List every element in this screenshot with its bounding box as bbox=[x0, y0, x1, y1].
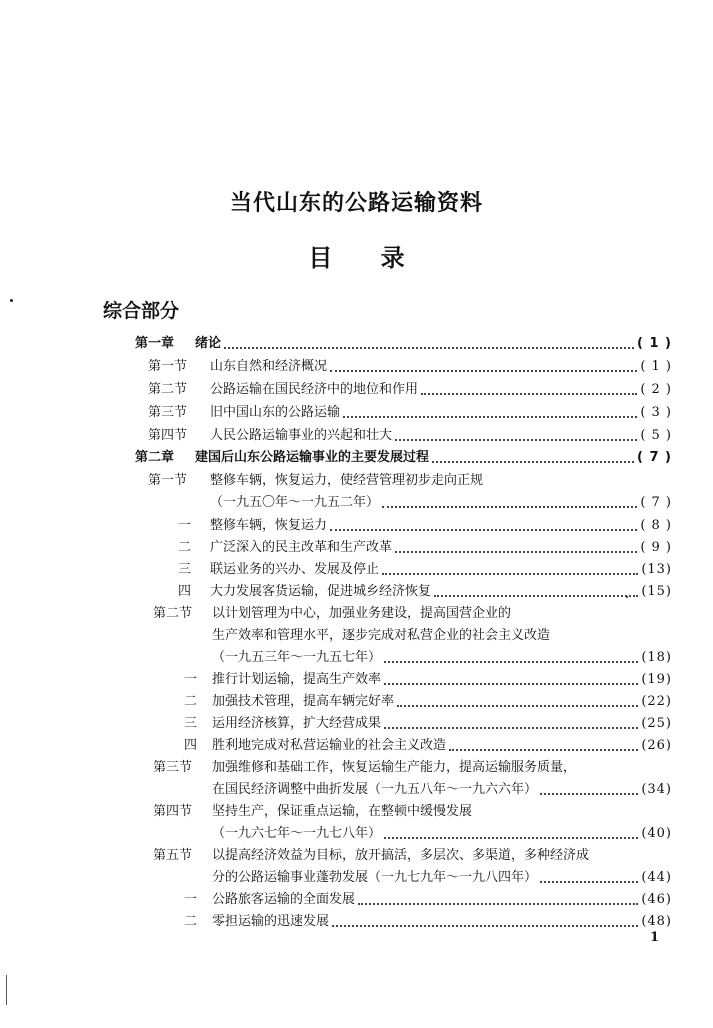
toc-entry-page: (22) bbox=[641, 694, 672, 709]
dot-leader bbox=[330, 529, 637, 531]
toc-entry-title: 旧中国山东的公路运输 bbox=[210, 405, 341, 420]
toc-entry-title: 加强技术管理，提高车辆完好率 bbox=[212, 694, 395, 709]
toc-entry bbox=[0, 625, 713, 647]
toc-entry bbox=[0, 333, 713, 355]
toc-entry-number: 四 bbox=[178, 584, 192, 599]
toc-entry bbox=[0, 691, 713, 713]
toc-entry bbox=[0, 867, 713, 889]
toc-entry-page: ( 3 ) bbox=[640, 405, 672, 420]
toc-entry-title: （一九五〇年～一九五二年） bbox=[210, 495, 380, 510]
toc-entry-title: 公路运输在国民经济中的地位和作用 bbox=[210, 382, 419, 397]
toc-entry-title: 坚持生产，保证重点运输，在整顿中缓慢发展 bbox=[212, 804, 473, 819]
toc-entry-title: 联运业务的兴办、发展及停止 bbox=[210, 562, 380, 577]
dot-leader bbox=[384, 683, 638, 685]
dot-leader bbox=[382, 506, 637, 508]
toc-entry-title: 广泛深入的民主改革和生产改革 bbox=[210, 540, 393, 555]
toc-entry bbox=[0, 845, 713, 867]
toc-entry bbox=[0, 889, 713, 911]
dot-leader bbox=[224, 347, 634, 349]
toc-entry-title: 在国民经济调整中曲折发展（一九五八年～一九六六年） bbox=[212, 782, 538, 797]
dot-leader bbox=[384, 661, 638, 663]
toc-entry-number: 二 bbox=[184, 694, 198, 709]
toc-entry bbox=[0, 447, 713, 469]
toc-entry-title: 零担运输的迅速发展 bbox=[212, 914, 330, 929]
toc-entry-number: 三 bbox=[178, 562, 192, 577]
toc-entry-number: 第四节 bbox=[148, 428, 188, 443]
toc-entry-page: ( 2 ) bbox=[640, 382, 672, 397]
toc-entry bbox=[0, 470, 713, 492]
toc-entry-number: 第二节 bbox=[148, 382, 188, 397]
toc-entry-title: （一九五三年～一九五七年） bbox=[212, 650, 382, 665]
toc-entry-number: 四 bbox=[184, 738, 198, 753]
toc-entry-page: ( 5 ) bbox=[640, 428, 672, 443]
toc-entry-number: 二 bbox=[184, 914, 198, 929]
dot-leader bbox=[540, 793, 638, 795]
toc-entry-page: (15) bbox=[641, 584, 672, 599]
toc-entry-number: 第一章 bbox=[135, 336, 175, 351]
toc-entry bbox=[0, 757, 713, 779]
toc-entry-page: (40) bbox=[641, 826, 672, 841]
toc-entry-page: (26) bbox=[641, 738, 672, 753]
toc-entry-page: ( 9 ) bbox=[640, 540, 672, 555]
toc-entry-number: 三 bbox=[184, 716, 198, 731]
toc-entry-number: 第二节 bbox=[153, 606, 193, 621]
toc-entry-title: 以计划管理为中心，加强业务建设，提高国营企业的 bbox=[212, 606, 512, 621]
dot-leader bbox=[384, 727, 638, 729]
toc-entry-number: 第一节 bbox=[148, 473, 188, 488]
scan-speck bbox=[10, 299, 13, 302]
toc-entry-title: 分的公路运输事业蓬勃发展（一九七九年～一九八四年） bbox=[212, 870, 538, 885]
toc-entry bbox=[0, 581, 713, 603]
toc-entry bbox=[0, 713, 713, 735]
toc-entry-number: 一 bbox=[184, 672, 198, 687]
toc-entry bbox=[0, 779, 713, 801]
toc-entry-page: (18) bbox=[641, 650, 672, 665]
book-title: 当代山东的公路运输资料 bbox=[229, 190, 483, 216]
toc-entry-number: 第一节 bbox=[148, 359, 188, 374]
dot-leader bbox=[332, 925, 638, 927]
toc-entry-page: ( 8 ) bbox=[640, 518, 672, 533]
toc-entry-number: 第三节 bbox=[148, 405, 188, 420]
toc-entry-page: ( 7 ) bbox=[637, 450, 672, 465]
dot-leader bbox=[449, 749, 638, 751]
toc-entry-title: 山东自然和经济概况 bbox=[210, 359, 328, 374]
toc-entry bbox=[0, 647, 713, 669]
dot-leader bbox=[421, 393, 637, 395]
toc-entry bbox=[0, 537, 713, 559]
toc-entry-page: (46) bbox=[641, 892, 672, 907]
toc-entry-title: 绪论 bbox=[195, 336, 222, 351]
toc-entry bbox=[0, 911, 713, 933]
toc-entry-number: 第二章 bbox=[135, 450, 175, 465]
toc-entry-page: (34) bbox=[641, 782, 672, 797]
toc-entry-title: 推行计划运输，提高生产效率 bbox=[212, 672, 382, 687]
toc-entry bbox=[0, 492, 713, 514]
dot-leader bbox=[540, 881, 638, 883]
toc-entry-title: 运用经济核算，扩大经营成果 bbox=[212, 716, 382, 731]
toc-entry-title: 人民公路运输事业的兴起和壮大 bbox=[210, 428, 393, 443]
toc-entry-page: ( 1 ) bbox=[640, 359, 672, 374]
dot-leader bbox=[358, 903, 638, 905]
toc-entry bbox=[0, 823, 713, 845]
dot-leader bbox=[384, 837, 638, 839]
toc-entry-title: 公路旅客运输的全面发展 bbox=[212, 892, 356, 907]
toc-entry-page: (13) bbox=[641, 562, 672, 577]
toc-entry-title: 大力发展客货运输，促进城乡经济恢复 bbox=[210, 584, 432, 599]
toc-entry bbox=[0, 603, 713, 625]
toc-entry-number: 一 bbox=[178, 518, 192, 533]
toc-heading: 目 录 bbox=[308, 244, 405, 272]
toc-entry bbox=[0, 559, 713, 581]
toc-entry-title: 以提高经济效益为目标，放开搞活，多层次、多渠道，多种经济成 bbox=[212, 848, 590, 863]
toc-entry bbox=[0, 735, 713, 757]
toc-entry bbox=[0, 379, 713, 401]
scan-speck bbox=[626, 596, 628, 598]
toc-entry-title: 整修车辆，恢复运力 bbox=[210, 518, 328, 533]
toc-entry-title: 胜利地完成对私营运输业的社会主义改造 bbox=[212, 738, 447, 753]
toc-entry bbox=[0, 425, 713, 447]
toc-entry-title: 加强维修和基础工作，恢复运输生产能力，提高运输服务质量， bbox=[212, 760, 577, 775]
dot-leader bbox=[434, 595, 638, 597]
toc-entry bbox=[0, 801, 713, 823]
dot-leader bbox=[343, 416, 637, 418]
toc-entry-page: ( 1 ) bbox=[637, 336, 672, 351]
scan-edge-line bbox=[6, 975, 7, 1005]
toc-entry-title: （一九六七年～一九七八年） bbox=[212, 826, 382, 841]
toc-entry-number: 一 bbox=[184, 892, 198, 907]
toc-entry-page: (48) bbox=[641, 914, 672, 929]
toc-entry-number: 第五节 bbox=[153, 848, 193, 863]
toc-entry-title: 建国后山东公路运输事业的主要发展过程 bbox=[195, 450, 430, 465]
dot-leader bbox=[432, 461, 634, 463]
toc-entry bbox=[0, 402, 713, 424]
toc-entry-title: 整修车辆，恢复运力，使经营管理初步走向正规 bbox=[210, 473, 484, 488]
dot-leader bbox=[395, 551, 637, 553]
toc-entry-number: 第四节 bbox=[153, 804, 193, 819]
toc-entry-page: ( 7 ) bbox=[640, 495, 672, 510]
toc-entry-page: (25) bbox=[641, 716, 672, 731]
dot-leader bbox=[330, 370, 637, 372]
part-heading: 综合部分 bbox=[103, 300, 180, 322]
toc-entry-number: 二 bbox=[178, 540, 192, 555]
toc-entry-number: 第三节 bbox=[153, 760, 193, 775]
toc-entry bbox=[0, 356, 713, 378]
toc-entry-page: (19) bbox=[641, 672, 672, 687]
dot-leader bbox=[382, 573, 638, 575]
toc-entry-page: (44) bbox=[641, 870, 672, 885]
page-number: 1 bbox=[650, 930, 660, 945]
toc-entry bbox=[0, 669, 713, 691]
toc-entry-title: 生产效率和管理水平，逐步完成对私营企业的社会主义改造 bbox=[212, 628, 551, 643]
dot-leader bbox=[397, 705, 638, 707]
dot-leader bbox=[395, 439, 637, 441]
toc-entry bbox=[0, 515, 713, 537]
